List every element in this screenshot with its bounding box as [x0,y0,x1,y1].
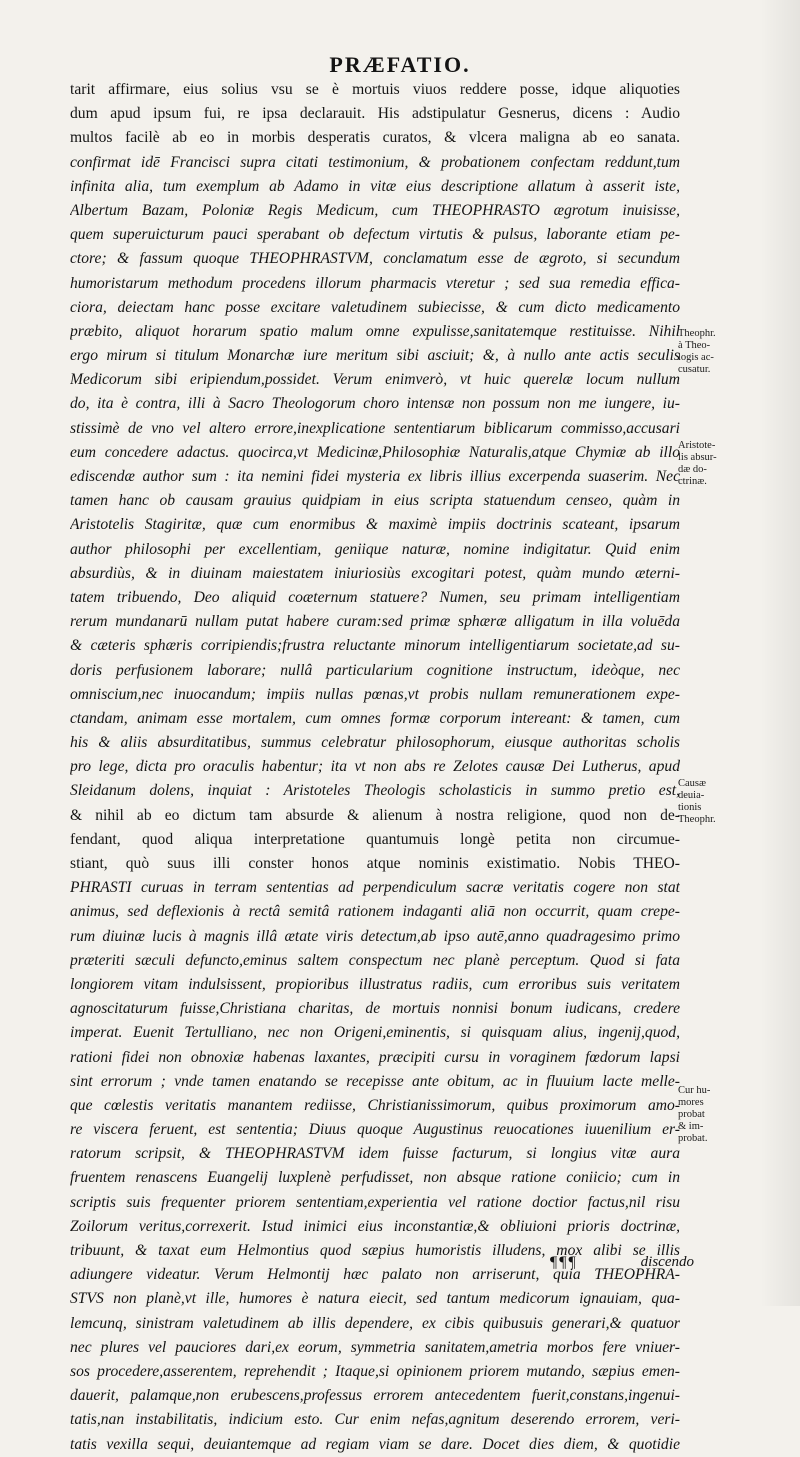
text-line: rum diuinæ lucis à magnis illâ ætate viris detectum,ab ipso autē,anno quadragesimo primo [70,927,680,945]
text-line: præbito, aliquot horarum spatio malum omne expulisse,sanitatemque restituisse. Nihil [70,322,680,340]
margin-note: Theophr. à Theo- logis ac- cusatur. [678,328,716,375]
text-line: animus, sed deflexionis à rectâ semitâ rationem indaganti aliā non occurrit, quam crepe- [70,903,680,921]
page-edge-shadow [760,0,800,1306]
text-line: fruentem renascens Euangelij luxplenè perfudisset, non absque ratione coniicio; cum in [70,1169,680,1187]
page-footer [70,1254,694,1276]
text-line: humoristarum methodum procedens illorum pharmacis vteretur ; sed sua remedia effica- [70,274,680,292]
text-line: dauerit, palamque,non erubescens,professus errorem antecedentem fuerit,constans,ingenui- [70,1387,680,1405]
text-line: absurdiùs, & in diuinam maiestatem iniuriosiùs excogitari potest, quàm mundo æterni- [70,564,680,582]
text-line: adiungere videatur. Verum Helmontij hæc palato non arriserunt, quia THEOPHRA- [70,1266,680,1284]
text-line: doris perfusionem laborare; nullâ particularium cognitione instructum, ideòque, nec [70,661,680,679]
text-line: sint errorum ; vnde tamen enatando se recepisse ante obitum, ac in fluuium lacte melle- [70,1072,680,1090]
running-title: PRÆFATIO. [329,52,471,77]
margin-note: Causæ deuia- tionis Theophr. [678,778,716,825]
signature-mark: ¶¶¶ [550,1254,578,1271]
text-line: pro lege, dicta pro oraculis habentur; ita vt non abs re Zelotes causæ Dei Lutherus, apud [70,758,680,776]
text-line: ergo mirum si titulum Monarchæ iure meritum sibi asciuit; &, à nullo ante actis seculis [70,347,680,365]
text-line: nec plures vel pauciores dari,ex eorum, symmetria sanitatem,ametria morbos fere vniuer- [70,1338,680,1356]
text-line: rerum mundanarū nullam putat habere curam:sed primæ sphæræ alligatum in illa voluēda [70,613,680,631]
text-line: rationi fidei non obnoxiæ habenas laxantes, præcipiti cursu in voraginem fœdorum lapsi [70,1048,680,1066]
text-line: præteriti sæculi defuncto,eminus saltem conspectum nec planè perceptum. Quod si fata [70,951,680,969]
text-line: tatem tribuendo, Deo aliquid coæternum statuere? Numen, seu primam intelligentiam [70,588,680,606]
text-line: author philosophi per excellentiam, geniique naturæ, nomine indigitatur. Quid enim [70,540,680,558]
text-line: stissimè de vno vel altero errore,inexplicatione sententiarum biblicarum commisso,accusari [70,419,680,437]
text-line: Aristotelis Stagiritæ, quæ cum enormibus & maximè impiis doctrinis scateant, ipsarum [70,516,680,534]
text-line: omniscium,nec inuocandum; impiis nullas pœnas,vt probis nullam remunerationem expe- [70,685,680,703]
text-line: tatis,nan instabilitatis, indicium esto. Cur enim nefas,agnitum deserendo errorem, veri- [70,1411,680,1429]
text-line: PHRASTI curuas in terram sententias ad perpendiculum sacræ veritatis cogere non stat [70,879,680,897]
text-line: ctore; & fassum quoque THEOPHRASTVM, conclamatum esse de ægroto, si secundum [70,250,680,268]
text-line: eum concedere adactus. quocirca,vt Medicinæ,Philosophiæ Naturalis,atque Chymiæ ab illo [70,443,680,461]
text-line: & cæteris sphæris corripiendis;frustra reluctante minorum intelligentiarum societate,ad su- [70,637,680,655]
text-line: multos facilè ab eo in morbis desperatis curatos, & vlcera maligna ab eo sanata. [70,129,680,147]
text-line: imperat. Euenit Tertulliano, nec non Origeni,eminentis, si quisquam alius, ingenij,quod, [70,1024,680,1042]
body-text [70,78,680,1457]
text-line: Albertum Bazam, Poloniæ Regis Medicum, cum THEOPHRASTO ægrotum inuisisse, [70,201,680,219]
text-line: ediscendæ author sum : ita nemini fidei mysteria ex libris illius excerpenda suaserim. Nec [70,468,680,485]
text-line: scriptis suis frequenter priorem sententiam,experientia vel ratione doctior factus,nil risu [70,1193,680,1211]
catchword: discendo [640,1254,694,1270]
text-line: tamen hanc ob causam grauius quidpiam in eius scripta statuendum censeo, quàm in [70,492,680,510]
text-line: sos procedere,asserentem, reprehendit ; Itaque,si opinionem priorem mutando, sæpius emen- [70,1362,680,1380]
text-line: longiorem vitam indulsissent, propioribus illustratus radiis, cum erroribus suis veritatem [70,975,680,993]
text-line: que cœlestis veritatis manantem rediisse, Christianissimorum, quibus proximorum amo- [70,1096,680,1114]
text-line: tribuunt, & taxat eum Helmontius quod sæpius humoristis illudens, mox alibi se illis [70,1242,680,1259]
text-line: Sleidanum dolens, inquiat : Aristoteles Theologis scholasticis in summo pretio est, [70,782,680,800]
text-line: tarit affirmare, eius solius vsu se è mortuis viuos reddere posse, idque aliquoties [70,81,680,98]
text-line: quem superuicturum pauci sperabant ob defectum virtutis & pulsus, laborante etiam pe- [70,226,680,244]
text-line: re viscera feruent, est sententia; Diuus quoque Augustinus reuocationes iuuenilium er- [70,1121,680,1139]
text-line: Zoilorum veritus,correxerit. Istud inimici eius inconstantiæ,& obliuioni prioris doctrinæ, [70,1217,680,1235]
margin-note: Cur hu- mores probat & im- probat. [678,1085,711,1144]
text-line: his & aliis absurditatibus, summus celebratur philosophorum, eiusque authoritas scholis [70,734,680,752]
text-line: stiant, quò suus illi conster honos atque nominis existimatio. Nobis THEO- [70,855,680,872]
text-line: dum apud ipsum fui, re ipsa declarauit. His adstipulatur Gesnerus, dicens : Audio [70,105,680,123]
text-line: agnoscitaturum fuisse,Christiana charitas, de mortuis nonnisi bonum iudicans, credere [70,1000,680,1018]
text-line: tatis vexilla sequi, deuiantemque ad regiam viam se dare. Docet dies diem, & quotidie [70,1435,680,1453]
text-line: ctandam, animam esse mortalem, cum omnes formæ corporum intereant: & tamen, cum [70,709,680,727]
margin-note: Aristote- lis absur- dæ do- ctrinæ. [678,440,717,487]
text-line: confirmat idē Francisci supra citati testimonium, & probationem confectam reddunt,tum [70,153,680,171]
text-line: STVS non planè,vt ille, humores è natura eiecit, sed tantum medicorum ignauiam, qua- [70,1290,680,1308]
text-line: fendant, quod aliqua interpretatione quantumuis longè petita non circumue- [70,830,680,848]
text-line: ciora, deiectam hanc posse excitare valetudinem subiecisse, & cum dicto medicamento [70,298,680,316]
text-line: infinita alia, tum exemplum ab Adamo in vitæ eius descriptione allatum à asserit iste, [70,177,680,195]
text-line: lemcunq, sinistram valetudinem ab illis dependere, ex cibis quibusuis generari,& quatuor [70,1314,680,1332]
text-line: ratorum scripsit, & THEOPHRASTVM idem fuisse facturum, si longius vitæ aura [70,1145,680,1163]
text-line: Medicorum sibi eripiendum,possidet. Verum enimverò, vt huic querelæ locum nullum [70,371,680,389]
text-line: do, ita è contra, illi à Sacro Theologorum choro intensæ non possum non me iungere, iu- [70,395,680,413]
text-line: & nihil ab eo dictum tam absurde & alienum à nostra religione, quod non de- [70,806,680,824]
